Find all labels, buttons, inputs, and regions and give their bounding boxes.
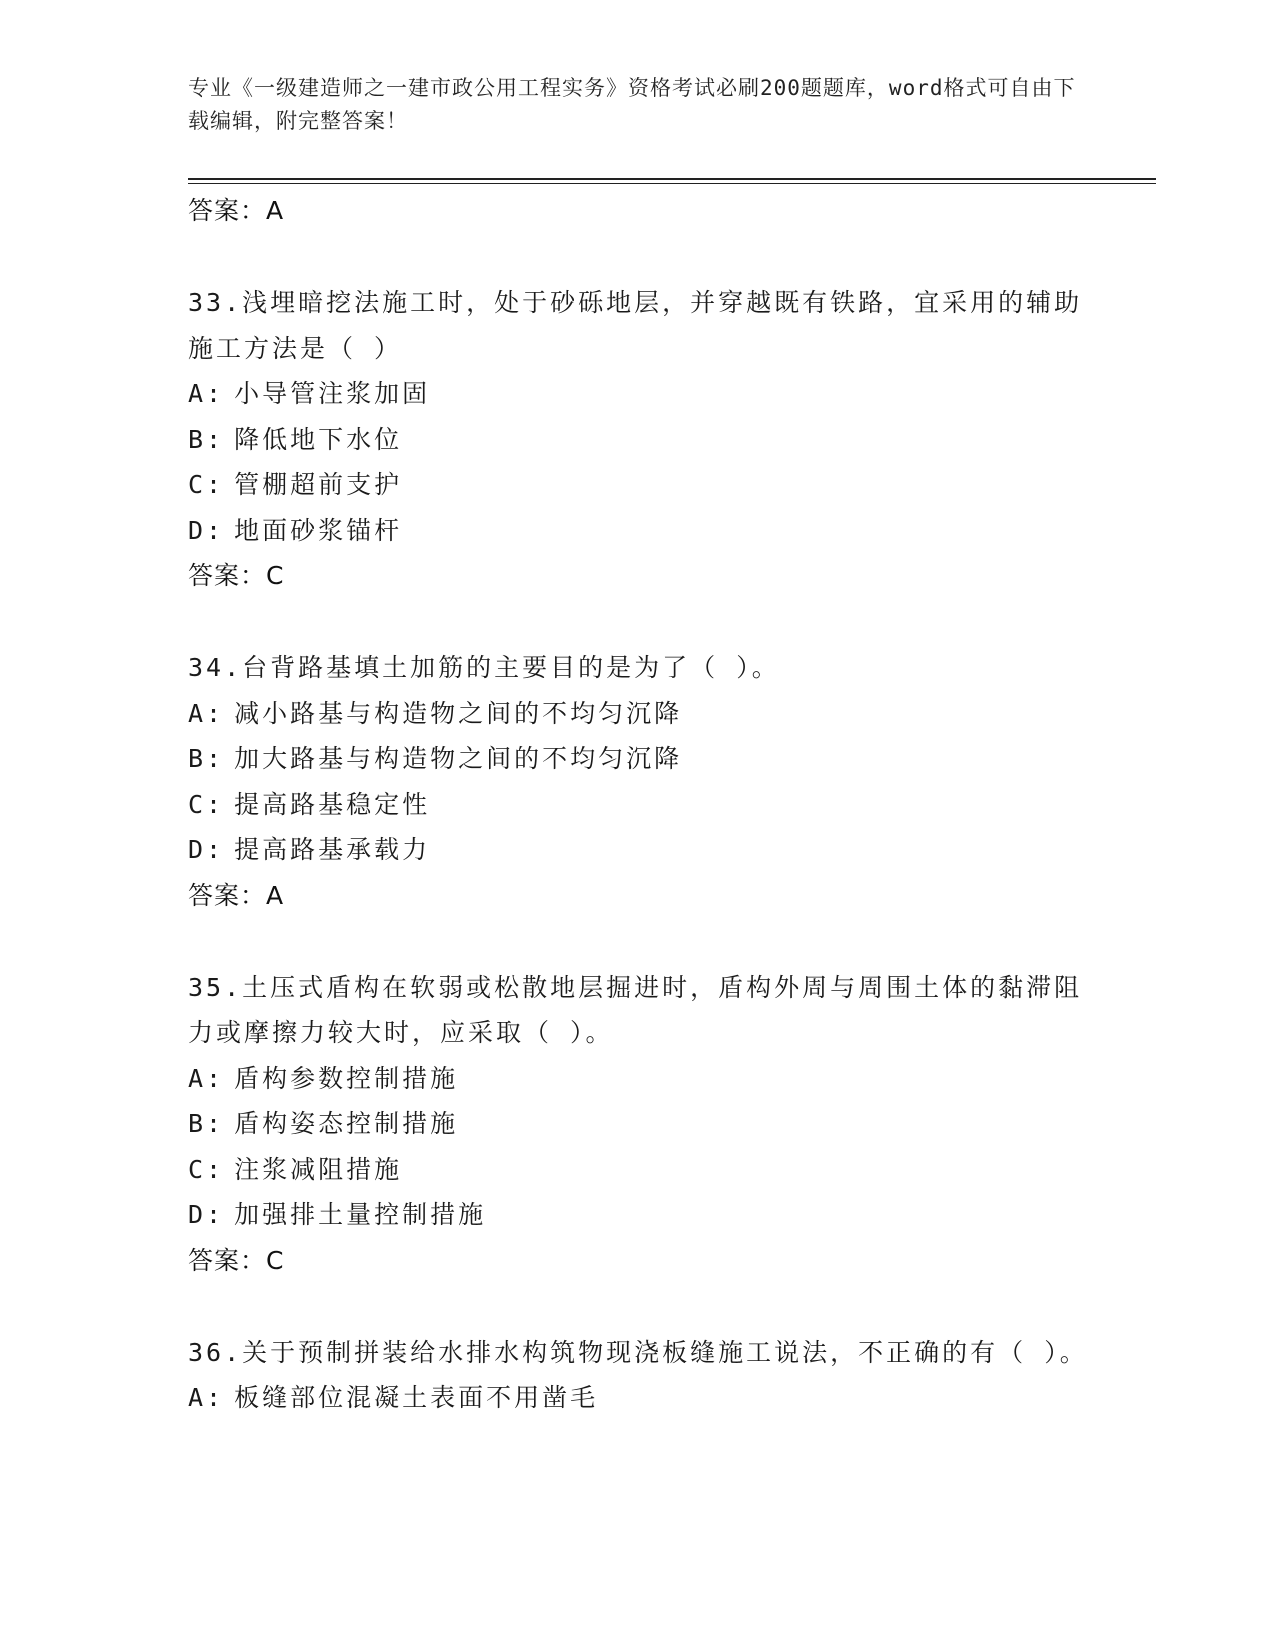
option-text: 盾构姿态控制措施	[234, 1109, 459, 1138]
option-letter: C:	[188, 470, 225, 499]
option-text: 地面砂浆锚杆	[234, 515, 403, 545]
option-text: 板缝部位混凝土表面不用凿毛	[234, 1383, 599, 1412]
option-letter: A:	[188, 698, 225, 728]
option-text: 降低地下水位	[234, 424, 403, 454]
option-a	[188, 371, 1088, 417]
question-stem: 34.台背路基填土加筋的主要目的是为了（ ）。	[188, 653, 780, 682]
option-letter: B:	[188, 744, 225, 773]
option-c	[188, 462, 1088, 508]
document-body	[188, 188, 1088, 1421]
option-d	[188, 1192, 1088, 1238]
option-text: 盾构参数控制措施	[234, 1063, 459, 1093]
option-a	[188, 1375, 1088, 1421]
question-36	[188, 1330, 1088, 1421]
question-34	[188, 645, 1088, 919]
option-text: 注浆减阻措施	[234, 1154, 403, 1184]
option-letter: A:	[188, 1063, 225, 1093]
option-letter: B:	[188, 424, 225, 454]
answer-line: 答案：C	[188, 561, 285, 590]
option-c	[188, 782, 1088, 828]
option-d	[188, 508, 1088, 554]
option-a	[188, 1056, 1088, 1102]
option-letter: D:	[188, 515, 225, 545]
option-letter: A:	[188, 1383, 225, 1412]
header-divider	[188, 178, 1156, 184]
option-d	[188, 827, 1088, 873]
question-35	[188, 965, 1088, 1284]
option-letter: D:	[188, 1200, 225, 1229]
option-letter: C:	[188, 1154, 225, 1184]
option-b	[188, 1101, 1088, 1147]
option-text: 加强排土量控制措施	[234, 1200, 487, 1229]
option-text: 减小路基与构造物之间的不均匀沉降	[234, 698, 683, 728]
answer-line: 答案：A	[188, 880, 285, 910]
option-letter: C:	[188, 789, 225, 819]
option-b	[188, 736, 1088, 782]
option-c	[188, 1147, 1088, 1193]
option-b	[188, 417, 1088, 463]
question-stem: 33.浅埋暗挖法施工时，处于砂砾地层，并穿越既有铁路，宜采用的辅助施工方法是（ ）	[188, 288, 1083, 363]
option-text: 加大路基与构造物之间的不均匀沉降	[234, 744, 683, 773]
question-stem: 35.土压式盾构在软弱或松散地层掘进时，盾构外周与周围土体的黏滞阻力或摩擦力较大时，应采取（ ）。	[188, 972, 1083, 1047]
option-letter: B:	[188, 1109, 225, 1138]
question-33	[188, 280, 1088, 599]
option-a	[188, 691, 1088, 737]
option-text: 管棚超前支护	[234, 470, 403, 499]
option-text: 小导管注浆加固	[234, 379, 431, 408]
answer-line: 答案：A	[188, 196, 285, 225]
answer-line: 答案：C	[188, 1245, 285, 1275]
option-letter: D:	[188, 835, 225, 864]
option-text: 提高路基承载力	[234, 835, 431, 864]
option-text: 提高路基稳定性	[234, 789, 431, 819]
page-header: 专业《一级建造师之一建市政公用工程实务》资格考试必刷200题题库，word格式可自由下载编辑，附完整答案！	[188, 76, 1076, 133]
question-stem: 36.关于预制拼装给水排水构筑物现浇板缝施工说法，不正确的有（ ）。	[188, 1337, 1088, 1367]
option-letter: A:	[188, 379, 225, 408]
